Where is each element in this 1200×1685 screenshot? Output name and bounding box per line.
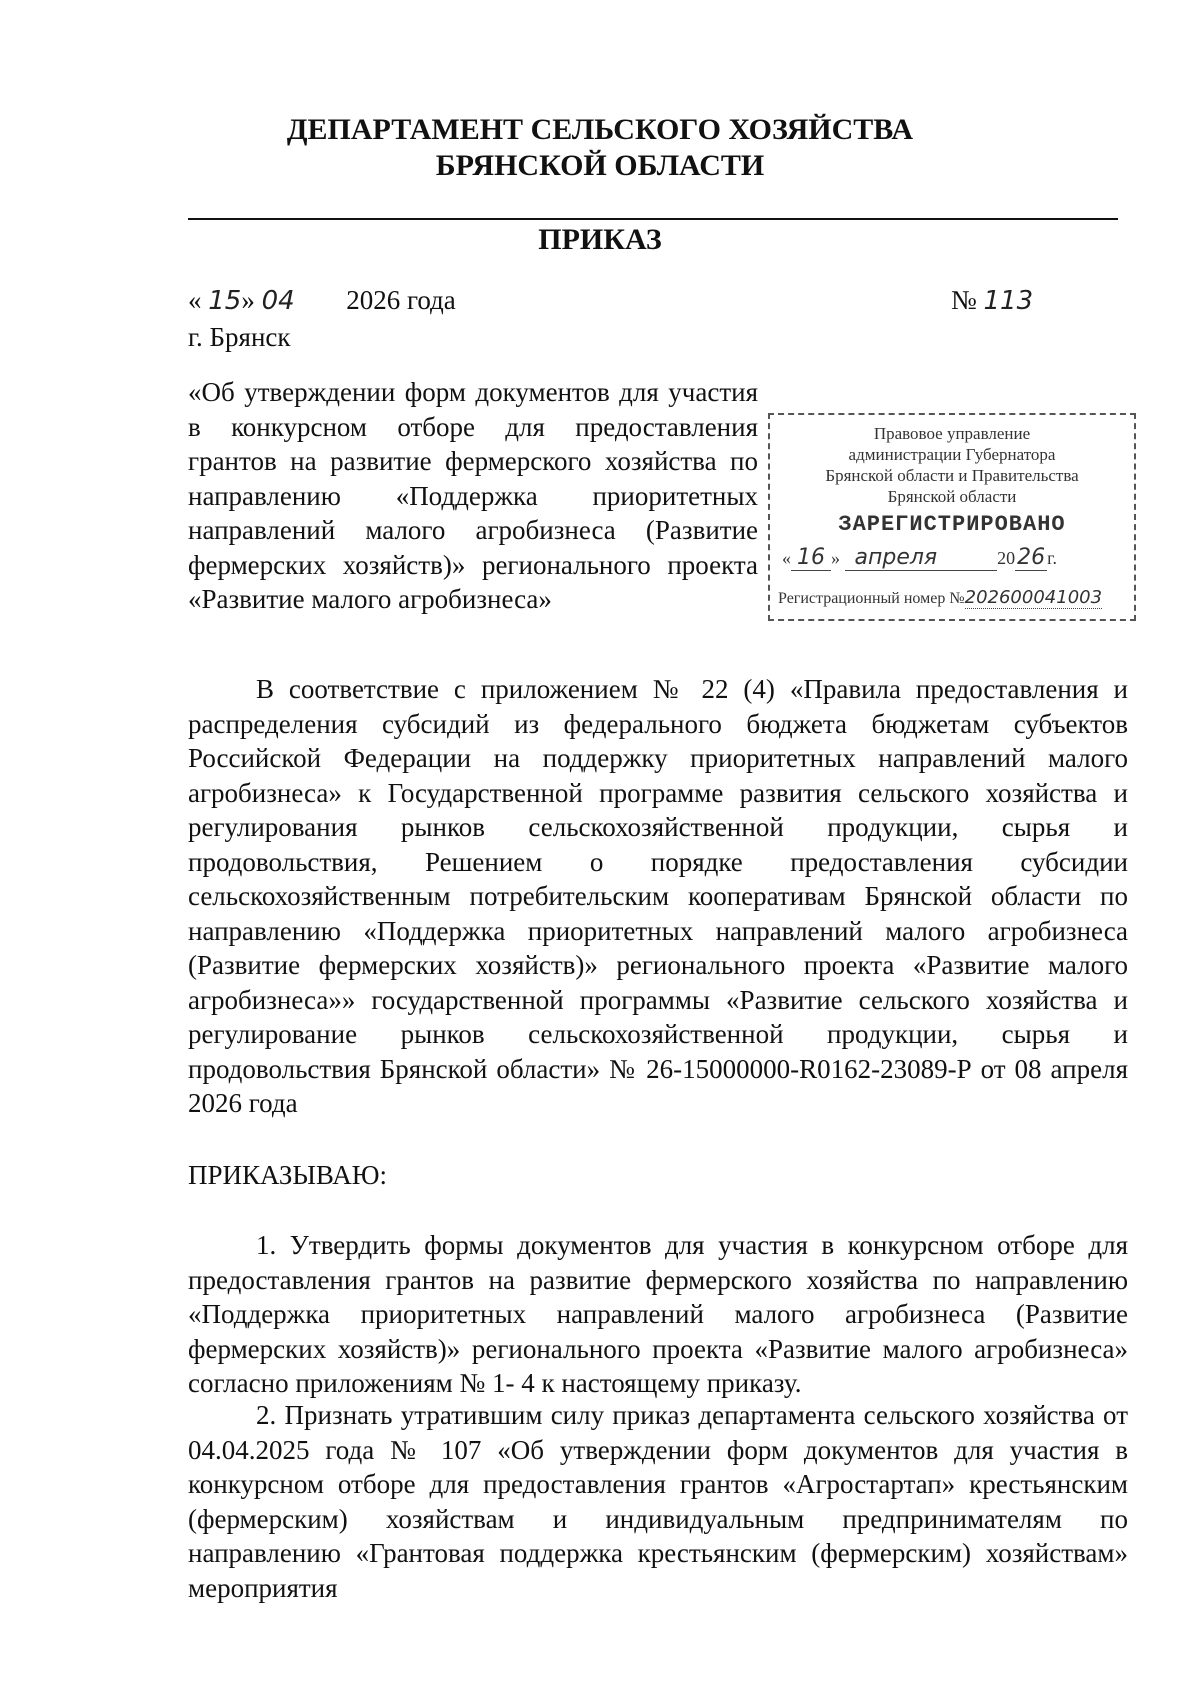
stamp-line-1: Правовое управление [873, 424, 1031, 443]
stamp-date-day: 16 [791, 545, 831, 571]
stamp-date-year-prefix: 20 [997, 548, 1016, 568]
registration-stamp [768, 413, 1136, 621]
stamp-line-3: Брянской области и Правительства [825, 466, 1079, 485]
stamp-date-g: г. [1047, 548, 1058, 568]
stamp-registration-number [778, 587, 1130, 608]
date-close-quote: » [241, 285, 255, 315]
stamp-date-year-suffix: 26 [1017, 545, 1046, 570]
stamp-reg-label: Регистрационный номер № [778, 590, 965, 607]
order-word: ПРИКАЗЫВАЮ: [188, 1160, 387, 1190]
department-name-line1: ДЕПАРТАМЕНТ СЕЛЬСКОГО ХОЗЯЙСТВА [286, 113, 914, 146]
document-date [188, 283, 456, 318]
order-item-2 [188, 1398, 1128, 1605]
stamp-date-mid: » [831, 548, 840, 568]
document-subject: «Об утверждении форм документов для участия в конкурсном отборе для предоставления грантов на развитие фермерского хозяйства по направлению «Поддержка приоритетных направлений малого агробизнеса (Развитие фермерских хозяйств)» регионального проекта «Развитие малого агробизнеса» [188, 377, 758, 614]
stamp-line-2: администрации Губернатора [848, 445, 1056, 464]
department-name-line2: БРЯНСКОЙ ОБЛАСТИ [435, 149, 765, 182]
preamble-text: В соответствие с приложением № 22 (4) «Правила предоставления и распределения субсидий из федерального бюджета бюджетам субъектов Российской Федерации на поддержку приоритетных направлений малого агробизнеса» к Государственной программе развития сельского хозяйства и регулирования рынков сельскохозяйственной продукции, сырья и продовольствия, Решением о порядке предоставления субсидии сельскохозяйственным потребительским кооперативам Брянской области по направлению «Поддержка приоритетных направлений малого агробизнеса (Развитие фермерских хозяйств)» регионального проекта «Развитие малого агробизнеса»» государственной программы «Развитие сельского хозяйства и регулирование рынков сельскохозяйственной продукции, сырья и продовольствия Брянской области» № 26-15000000-R0162-23089-Р от 08 апреля 2026 года [188, 674, 1128, 1118]
header-divider [188, 218, 1118, 220]
city: г. Брянск [188, 322, 291, 352]
date-month-handwritten: 04 [261, 286, 295, 316]
order-item-2-text: 2. Признать утратившим силу приказ департамента сельского хозяйства от 04.04.2025 года № 107 «Об утверждении форм документов для участия в конкурсном отборе для предоставления грантов «Агростартап» крестьянским (фермерским) хозяйствам и индивидуальным предпринимателям по направлению «Грантовая поддержка крестьянским (фермерским) хозяйствам» мероприятия [188, 1400, 1128, 1603]
stamp-date [782, 545, 1126, 570]
order-item-1-text: 1. Утвердить формы документов для участия в конкурсном отборе для предоставления грантов на развитие фермерского хозяйства по направлению «Поддержка приоритетных направлений малого агробизнеса (Развитие фермерских хозяйств)» регионального проекта «Развитие малого агробизнеса» согласно приложениям № 1- 4 к настоящему приказу. [188, 1230, 1128, 1398]
date-open-quote: « [188, 285, 202, 315]
stamp-line-4: Брянской области [887, 487, 1017, 506]
stamp-date-month: апреля [845, 545, 998, 571]
preamble-paragraph [188, 672, 1128, 1121]
order-item-1 [188, 1228, 1128, 1401]
number-value-handwritten: 113 [983, 286, 1034, 316]
date-year: 2026 года [346, 285, 456, 315]
stamp-registered-label: ЗАРЕГИСТРИРОВАНО [838, 512, 1066, 537]
document-number [951, 283, 1033, 318]
number-label: № [951, 285, 977, 315]
stamp-reg-number: 202600041003 [964, 587, 1103, 608]
stamp-date-open: « [782, 548, 791, 568]
date-day-handwritten: 15 [208, 286, 242, 316]
document-type-title: ПРИКАЗ [538, 223, 662, 256]
